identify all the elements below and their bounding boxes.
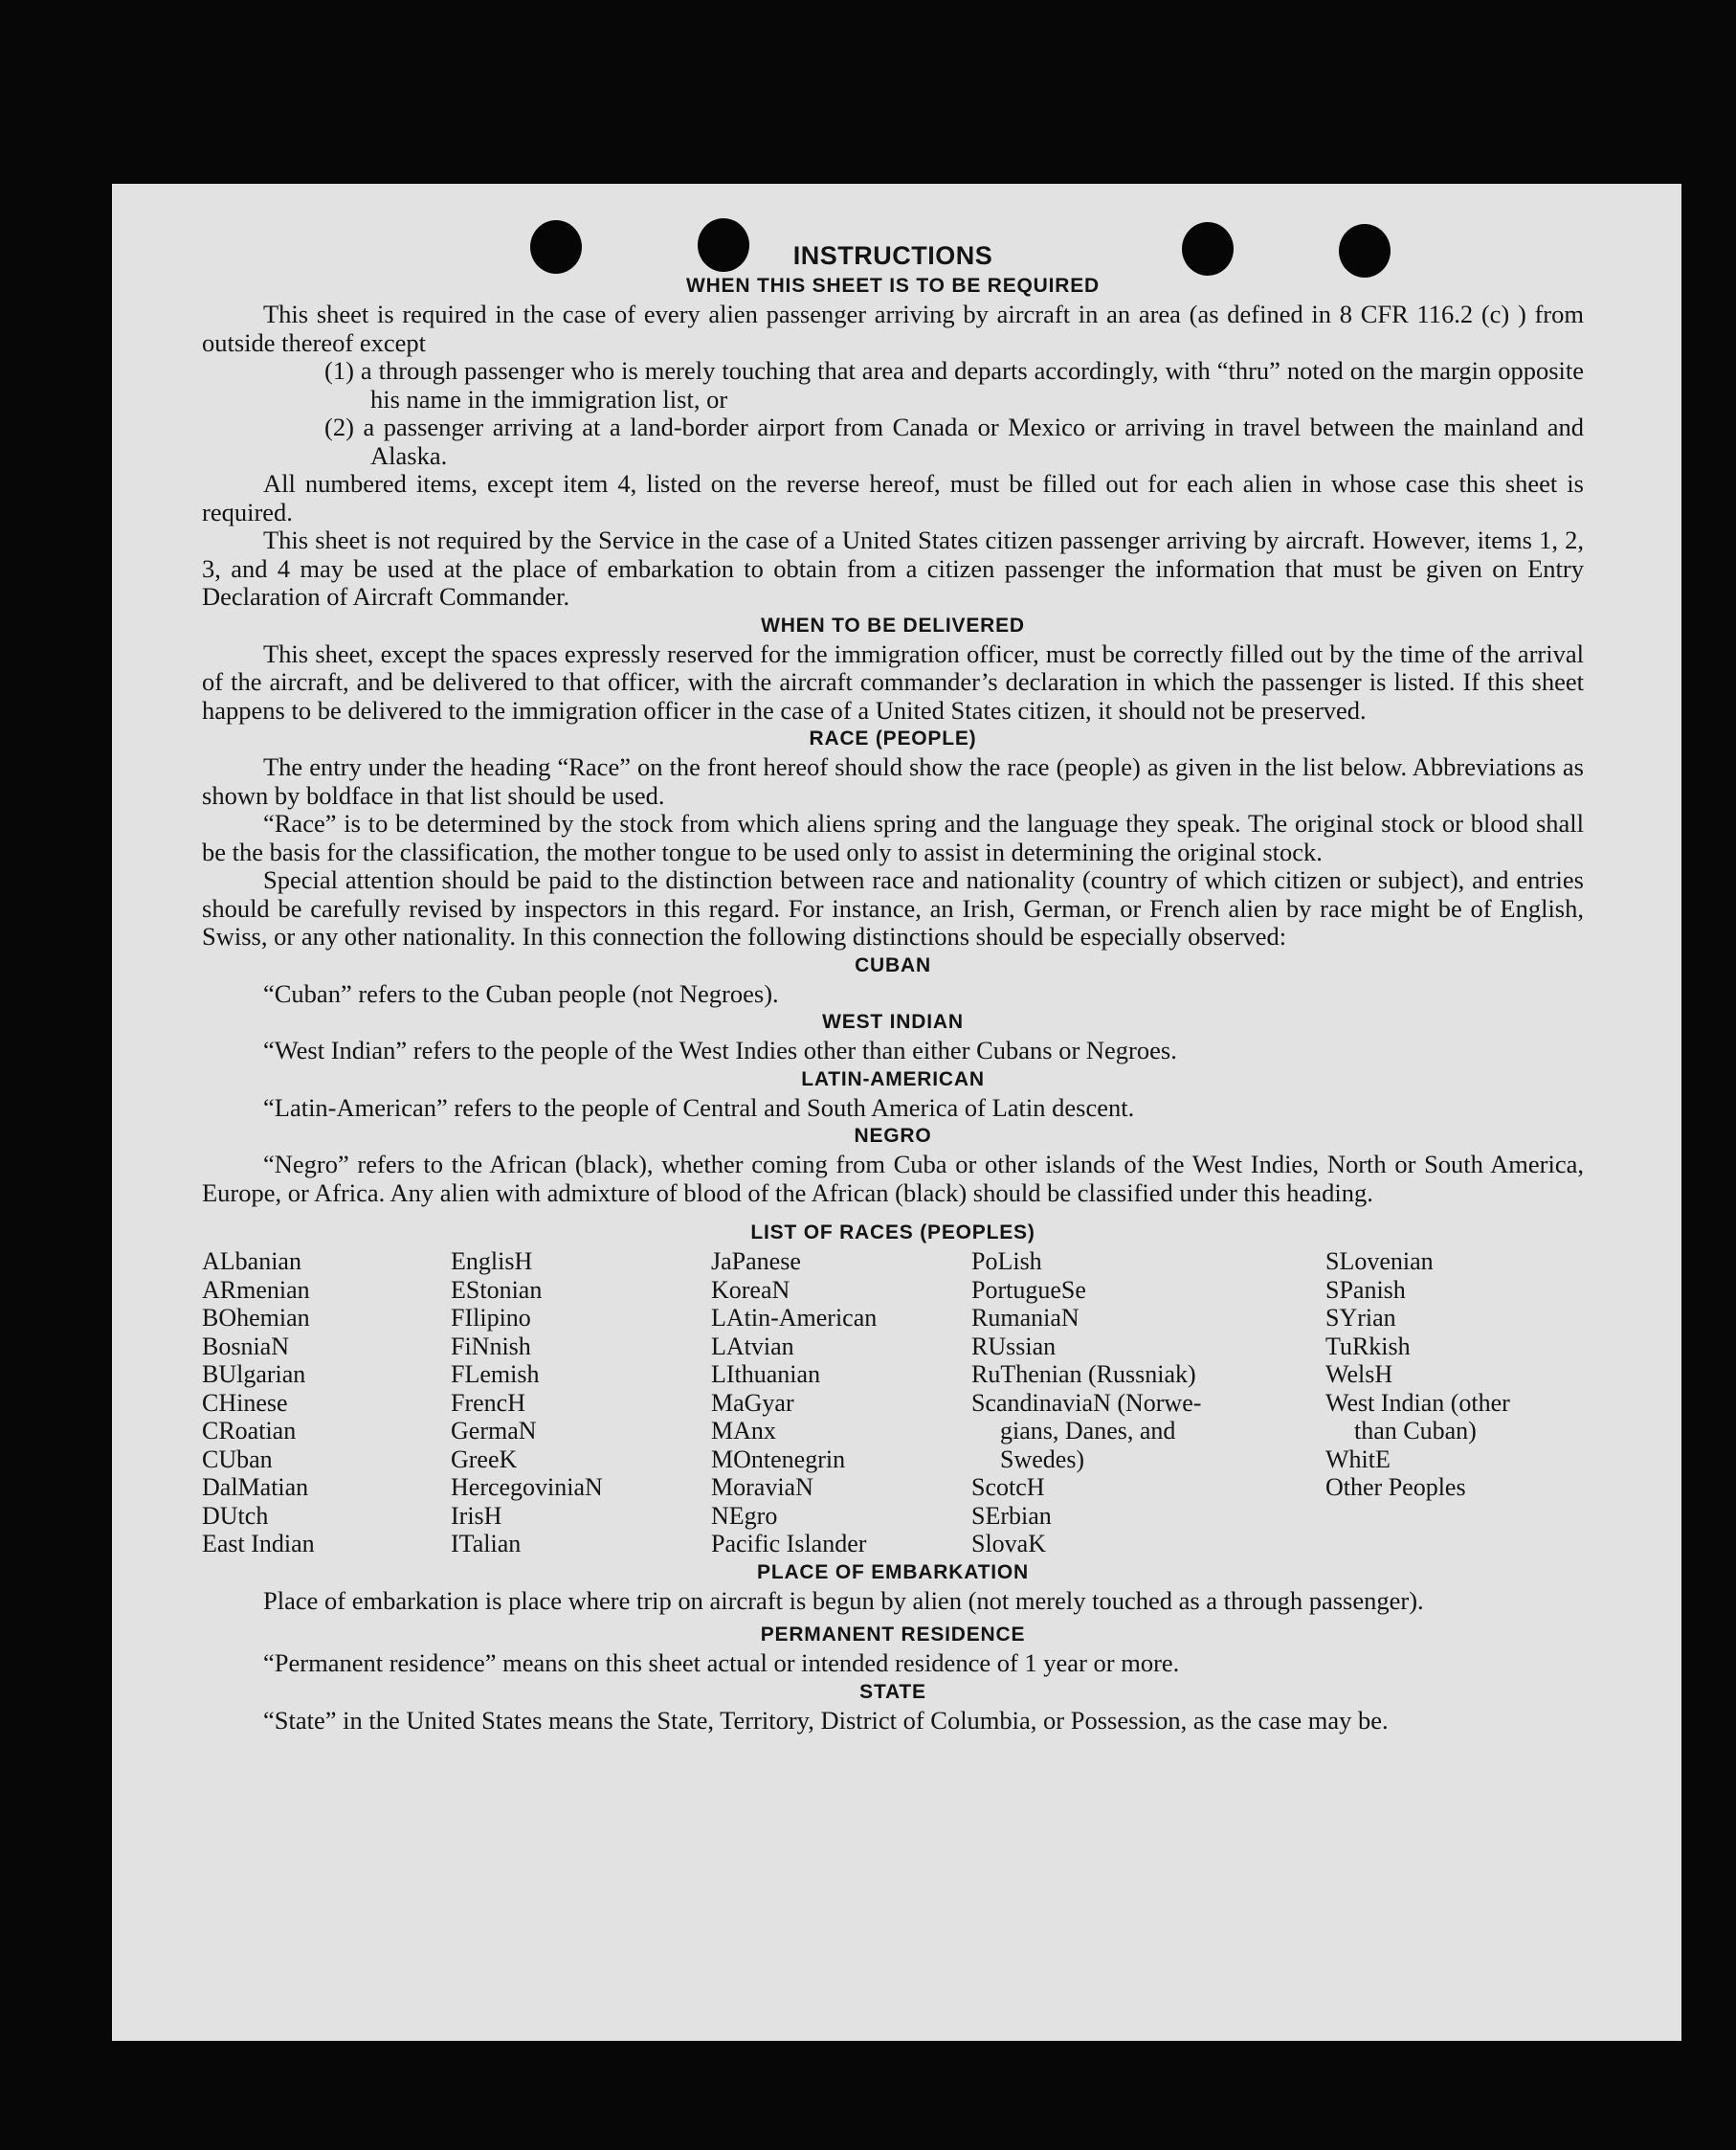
race-entry: LAtvian [711, 1332, 794, 1360]
race-entry: NEgro [711, 1501, 778, 1530]
paragraph: All numbered items, except item 4, listed on the reverse hereof, must be filled out for each alien in whose case this sheet is required. [202, 469, 1584, 526]
paragraph: The entry under the heading “Race” on the front hereof should show the race (people) as given in the list below. Abbreviations as shown by boldface in that list should be used. [202, 752, 1584, 810]
race-entry: FrencH [451, 1388, 525, 1417]
section-heading-delivered: WHEN TO BE DELIVERED [761, 614, 1025, 637]
race-entry-continuation: gians, Danes, and [1000, 1417, 1176, 1445]
paragraph: “West Indian” refers to the people of the West Indies other than either Cubans or Negroes. [263, 1036, 1177, 1064]
race-entry: RumaniaN [971, 1304, 1079, 1332]
race-entry: JaPanese [711, 1247, 801, 1275]
race-entry: East Indian [202, 1530, 315, 1557]
race-entry: SPanish [1325, 1275, 1406, 1304]
race-entry: LAtin-American [711, 1304, 878, 1332]
race-entry: BUlgarian [202, 1360, 306, 1388]
race-entry: FiNnish [451, 1332, 531, 1360]
races-column [711, 1247, 971, 1558]
paragraph: Place of embarkation is place where trip on aircraft is begun by alien (not merely touched as a through passenger). [263, 1585, 1424, 1615]
exception-item-1: (1) a through passenger who is merely touching that area and departs accordingly, with “thru” noted on the margin opposite his name in the immigration list, or [324, 356, 1584, 414]
race-entry: MAnx [711, 1417, 776, 1445]
race-entry: MaGyar [711, 1388, 794, 1417]
race-entry: EStonian [451, 1275, 543, 1304]
race-entry: FLemish [451, 1360, 540, 1388]
races-column [1325, 1247, 1584, 1558]
race-entry: RUssian [971, 1332, 1057, 1360]
paragraph: This sheet is required in the case of every alien passenger arriving by aircraft in an area (as defined in 8 CFR 116.2 (c) ) from outside thereof except [202, 300, 1584, 357]
race-entry: ScandinaviaN (Norwe- [971, 1388, 1202, 1417]
race-entry: ScotcH [971, 1473, 1045, 1501]
section-heading-latin-american: LATIN-AMERICAN [801, 1067, 985, 1090]
race-entry: WhitE [1325, 1445, 1391, 1473]
race-entry: SLovenian [1325, 1247, 1434, 1275]
race-entry: Pacific Islander [711, 1530, 867, 1557]
race-entry: CUban [202, 1445, 273, 1473]
race-entry: SlovaK [971, 1530, 1046, 1557]
paragraph: “Latin-American” refers to the people of Central and South America of Latin descent. [263, 1092, 1135, 1122]
section-heading-race: RACE (PEOPLE) [809, 728, 977, 750]
races-column [202, 1247, 451, 1558]
race-entry-continuation: Swedes) [1000, 1445, 1085, 1473]
race-entry: Other Peoples [1325, 1473, 1466, 1501]
exception-item-2: (2) a passenger arriving at a land-border airport from Canada or Mexico or arriving in travel between the mainland and Alaska. [324, 413, 1584, 470]
race-entry: BosniaN [202, 1332, 289, 1360]
race-entry: FIlipino [451, 1304, 531, 1332]
race-entry-continuation: than Cuban) [1354, 1417, 1477, 1445]
race-entry: GermaN [451, 1417, 537, 1445]
races-column [971, 1247, 1325, 1558]
race-entry: HercegoviniaN [451, 1473, 603, 1501]
race-entry: KoreaN [711, 1275, 790, 1304]
race-entry: GreeK [451, 1445, 518, 1473]
race-entry: TuRkish [1325, 1332, 1411, 1360]
section-heading-cuban: CUBAN [855, 953, 931, 976]
section-heading-residence: PERMANENT RESIDENCE [760, 1624, 1026, 1646]
race-entry: RuThenian (Russniak) [971, 1360, 1196, 1388]
race-entry: DalMatian [202, 1473, 309, 1501]
race-entry: WelsH [1325, 1360, 1393, 1388]
document-sheet [112, 184, 1681, 2041]
race-entry: PoLish [971, 1247, 1042, 1275]
instructions-content [202, 239, 1584, 1735]
race-entry: PortugueSe [971, 1275, 1086, 1304]
race-entry: West Indian (other [1325, 1388, 1510, 1417]
race-entry: IrisH [451, 1501, 502, 1530]
race-entry: BOhemian [202, 1304, 310, 1332]
race-entry: SErbian [971, 1501, 1052, 1530]
race-entry: CRoatian [202, 1417, 297, 1445]
race-entry: CHinese [202, 1388, 288, 1417]
section-heading-required: WHEN THIS SHEET IS TO BE REQUIRED [685, 275, 1101, 297]
race-entry: MoraviaN [711, 1473, 813, 1501]
paragraph: This sheet is not required by the Service in the case of a United States citizen passenger arriving by aircraft. However, items 1, 2, 3, and 4 may be used at the place of embarkation to obtain from a citizen passenger the information that must be given on Entry Declaration of Aircraft Commander. [202, 526, 1584, 611]
race-entry: LIthuanian [711, 1360, 821, 1388]
race-entry: SYrian [1325, 1304, 1396, 1332]
section-heading-state: STATE [859, 1680, 926, 1703]
paragraph: “Cuban” refers to the Cuban people (not Negroes). [263, 978, 779, 1008]
race-entry: DUtch [202, 1501, 269, 1530]
race-entry: ITalian [451, 1530, 522, 1557]
race-entry: MOntenegrin [711, 1445, 846, 1473]
paragraph: “Negro” refers to the African (black), whether coming from Cuba or other islands of the West Indies, North or South America, Europe, or Africa. Any alien with admixture of blood of the African (black) should be classified under this heading. [202, 1150, 1584, 1207]
paragraph: “Race” is to be determined by the stock from which aliens spring and the language they speak. The original stock or blood shall be the basis for the classification, the mother tongue to be used only to assist in determining the original stock. [202, 809, 1584, 866]
race-entry: ALbanian [202, 1247, 301, 1275]
race-entry: EnglisH [451, 1247, 533, 1275]
paragraph: “Permanent residence” means on this sheet actual or intended residence of 1 year or more. [263, 1648, 1180, 1677]
section-heading-negro: NEGRO [854, 1125, 932, 1147]
race-entry: ARmenian [202, 1275, 310, 1304]
races-column [451, 1247, 711, 1558]
paragraph: Special attention should be paid to the distinction between race and nationality (country of which citizen or subject), and entries should be carefully revised by inspectors in this regard. For instance, an Irish, German, or French alien by race might be of English, Swiss, or any other nationality. In this connection the following distinctions should be especially observed: [202, 865, 1584, 951]
paragraph: This sheet, except the spaces expressly reserved for the immigration officer, must be correctly filled out by the time of the arrival of the aircraft, and be delivered to that officer, with the aircraft commander’s declaration in which the passenger is listed. If this sheet happens to be delivered to the immigration officer in the case of a United States citizen, it should not be preserved. [202, 638, 1584, 725]
section-heading-embarkation: PLACE OF EMBARKATION [757, 1560, 1029, 1583]
races-list [202, 1247, 1584, 1558]
section-heading-west-indian: WEST INDIAN [822, 1011, 964, 1033]
page-title: INSTRUCTIONS [792, 241, 993, 270]
section-heading-list-of-races: LIST OF RACES (PEOPLES) [750, 1221, 1035, 1243]
paragraph: “State” in the United States means the State, Territory, District of Columbia, or Possession, as the case may be. [263, 1705, 1389, 1735]
